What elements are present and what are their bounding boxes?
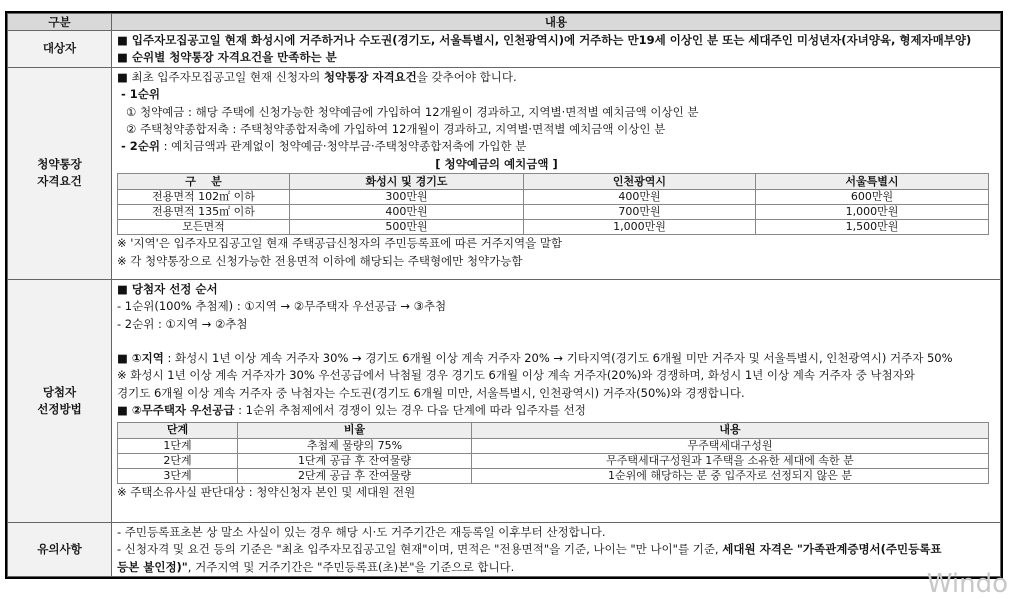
stage-cell: 1단계 공급 후 잔여물량 <box>238 453 472 468</box>
stage-header: 단계 <box>118 422 238 438</box>
selection-title: ■ 당첨자 선정 순서 <box>117 281 218 296</box>
deposit-cell: 1,000만원 <box>756 205 989 220</box>
stage-cell: 3단계 <box>118 468 238 483</box>
subscription-intro-pre: ■ 최초 입주자모집공고일 현재 신청자의 <box>117 69 324 84</box>
rank1-deposit: ① 청약예금 : 해당 주택에 신청가능한 청약예금에 가입하여 12개월이 경과하고, 지역별·면적별 예치금액 이상인 분 <box>126 104 699 119</box>
table-row <box>118 220 989 235</box>
rank2-heading: - 2순위 <box>121 139 160 154</box>
stage-table <box>117 422 989 484</box>
table-row <box>118 438 989 453</box>
nohome-text: : 1순위 추첨제에서 경쟁이 있는 경우 다음 단계에 따라 입주자를 선정 <box>234 403 586 418</box>
deposit-header: 서울특별시 <box>756 174 989 190</box>
table-header-row <box>8 14 1001 31</box>
deposit-header: 인천광역시 <box>524 174 756 190</box>
notes-line-3-bold: 등본 불인정)" <box>117 559 188 574</box>
label-subscription-line-2: 자격요건 <box>37 174 82 189</box>
label-eligibility: 대상자 <box>8 31 112 68</box>
deposit-cell: 600만원 <box>756 190 989 205</box>
deposit-table <box>117 173 989 235</box>
content-subscription <box>112 67 1001 279</box>
subscription-note-region: ※ '지역'은 입주자모집공고일 현재 주택공급신청자의 주민등록표에 따른 거주지역을 말함 <box>117 236 563 251</box>
stage-cell: 추첨제 물량의 75% <box>238 438 472 453</box>
table-row <box>118 205 989 220</box>
stage-cell: 2단계 <box>118 453 238 468</box>
stage-cell: 1순위에 해당하는 분 중 입주자로 선정되지 않은 분 <box>472 468 989 483</box>
notes-line-2 <box>117 541 996 558</box>
subscription-intro-post: 을 갖추어야 합니다. <box>416 69 517 84</box>
deposit-cell: 400만원 <box>290 205 524 220</box>
rank1-savings: ② 주택청약종합저축 : 주택청약종합저축에 가입하여 12개월이 경과하고, 지역별·면적별 예치금액 이상인 분 <box>126 122 666 137</box>
table-row <box>118 190 989 205</box>
subscription-note-area: ※ 각 청약통장으로 신청가능한 전용면적 이하에 해당되는 주택형에만 청약가능함 <box>117 253 523 268</box>
subscription-intro <box>117 69 996 86</box>
deposit-cell: 700만원 <box>524 205 756 220</box>
deposit-cell: 모든면적 <box>118 220 290 235</box>
label-notes: 유의사항 <box>8 522 112 576</box>
selection-order-2: - 2순위 : ①지역 → ②추첨 <box>117 316 248 331</box>
stage-header: 내용 <box>472 422 989 438</box>
stage-header: 비율 <box>238 422 472 438</box>
deposit-cell: 1,500만원 <box>756 220 989 235</box>
content-notes <box>112 522 1001 576</box>
table-row <box>118 468 989 483</box>
notes-line-3-text: , 거주지역 및 거주기간은 "주민등록표(초)본"을 기준으로 합니다. <box>187 559 515 574</box>
stage-cell: 2단계 공급 후 잔여물량 <box>238 468 472 483</box>
eligibility-line-2: ■ 순위별 청약통장 자격요건을 만족하는 분 <box>117 50 337 65</box>
deposit-cell: 400만원 <box>524 190 756 205</box>
region-note-2: 경기도 6개월 이상 계속 거주자 중 낙첨자는 수도권(경기도 6개월 미만, 서울특별시, 인천광역시) 거주자(50%)와 경쟁합니다. <box>117 385 745 400</box>
deposit-table-title: [ 청약예금의 예치금액 ] <box>435 156 558 171</box>
table-row <box>118 453 989 468</box>
windows-activation-watermark: Windo <box>926 569 1008 599</box>
label-subscription-line-1: 청약통장 <box>37 157 82 172</box>
row-eligibility <box>8 31 1001 68</box>
deposit-cell: 300만원 <box>290 190 524 205</box>
selection-order-1: - 1순위(100% 추첨제) : ①지역 → ②무주택자 우선공급 → ③추첨 <box>117 299 447 314</box>
stage-header-row <box>118 422 989 438</box>
spacer <box>117 333 996 350</box>
label-subscription <box>8 67 112 279</box>
deposit-cell: 전용면적 135㎡ 이하 <box>118 205 290 220</box>
rank2-line <box>117 138 996 155</box>
notes-line-2-text: - 신청자격 및 요건 등의 기준은 "최초 입주자모집공고일 현재"이며, 면적은 "전용면적"을 기준, 나이는 "만 나이"를 기준, <box>117 542 723 557</box>
label-selection-line-2: 선정방법 <box>37 401 82 416</box>
eligibility-line-1: ■ 입주자모집공고일 현재 화성시에 거주하거나 수도권(경기도, 서울특별시, 인천광역시)에 거주하는 만19세 이상인 분 또는 세대주인 미성년자(자녀양육, 형제자매부양) <box>117 33 972 47</box>
row-notes <box>8 522 1001 576</box>
deposit-cell: 전용면적 102㎡ 이하 <box>118 190 290 205</box>
row-selection <box>8 279 1001 522</box>
region-line <box>117 350 996 367</box>
content-eligibility <box>112 31 1001 68</box>
deposit-header: 화성시 및 경기도 <box>290 174 524 190</box>
ownership-note: ※ 주택소유사실 판단대상 : 청약신청자 본인 및 세대원 전원 <box>117 484 416 499</box>
content-selection <box>112 279 1001 522</box>
region-note-1: ※ 화성시 1년 이상 계속 거주자가 30% 우선공급에서 낙첨될 경우 경기도 6개월 이상 계속 거주자(20%)와 경쟁하며, 화성시 1년 이상 계속 거주자 중 낙첨자와 <box>117 368 915 383</box>
rank1-heading: - 1순위 <box>121 87 160 102</box>
subscription-intro-bold: 청약통장 자격요건 <box>323 69 417 84</box>
nohome-heading: ■ ②무주택자 우선공급 <box>117 403 235 418</box>
nohome-line <box>117 402 996 419</box>
region-text: : 화성시 1년 이상 계속 거주자 30% → 경기도 6개월 이상 계속 거주자 20% → 기타지역(경기도 6개월 미만 거주자 및 서울특별시, 인천광역시) 거주자 50% <box>163 351 953 366</box>
stage-cell: 무주택세대구성원 <box>472 438 989 453</box>
notes-line-1: - 주민등록표초본 상 말소 사실이 있는 경우 해당 시·도 거주기간은 재등록일 이후부터 산정합니다. <box>117 524 606 539</box>
deposit-cell: 500만원 <box>290 220 524 235</box>
deposit-header: 구 분 <box>118 174 290 190</box>
label-selection-line-1: 당첨자 <box>42 384 77 399</box>
notes-line-3 <box>117 559 996 576</box>
eligibility-table-frame <box>5 11 1003 579</box>
notes-line-2-bold: 세대원 자격은 "가족관계증명서(주민등록표 <box>722 542 942 557</box>
row-subscription <box>8 67 1001 279</box>
eligibility-table <box>7 13 1001 577</box>
stage-cell: 1단계 <box>118 438 238 453</box>
stage-cell: 무주택세대구성원과 1주택을 소유한 세대에 속한 분 <box>472 453 989 468</box>
deposit-cell: 1,000만원 <box>524 220 756 235</box>
deposit-header-row <box>118 174 989 190</box>
header-content: 내용 <box>112 14 1001 31</box>
region-heading: ■ ①지역 <box>117 351 164 366</box>
label-selection <box>8 279 112 522</box>
header-category: 구분 <box>8 14 112 31</box>
rank2-text: : 예치금액과 관계없이 청약예금·청약부금·주택청약종합저축에 가입한 분 <box>160 139 527 154</box>
